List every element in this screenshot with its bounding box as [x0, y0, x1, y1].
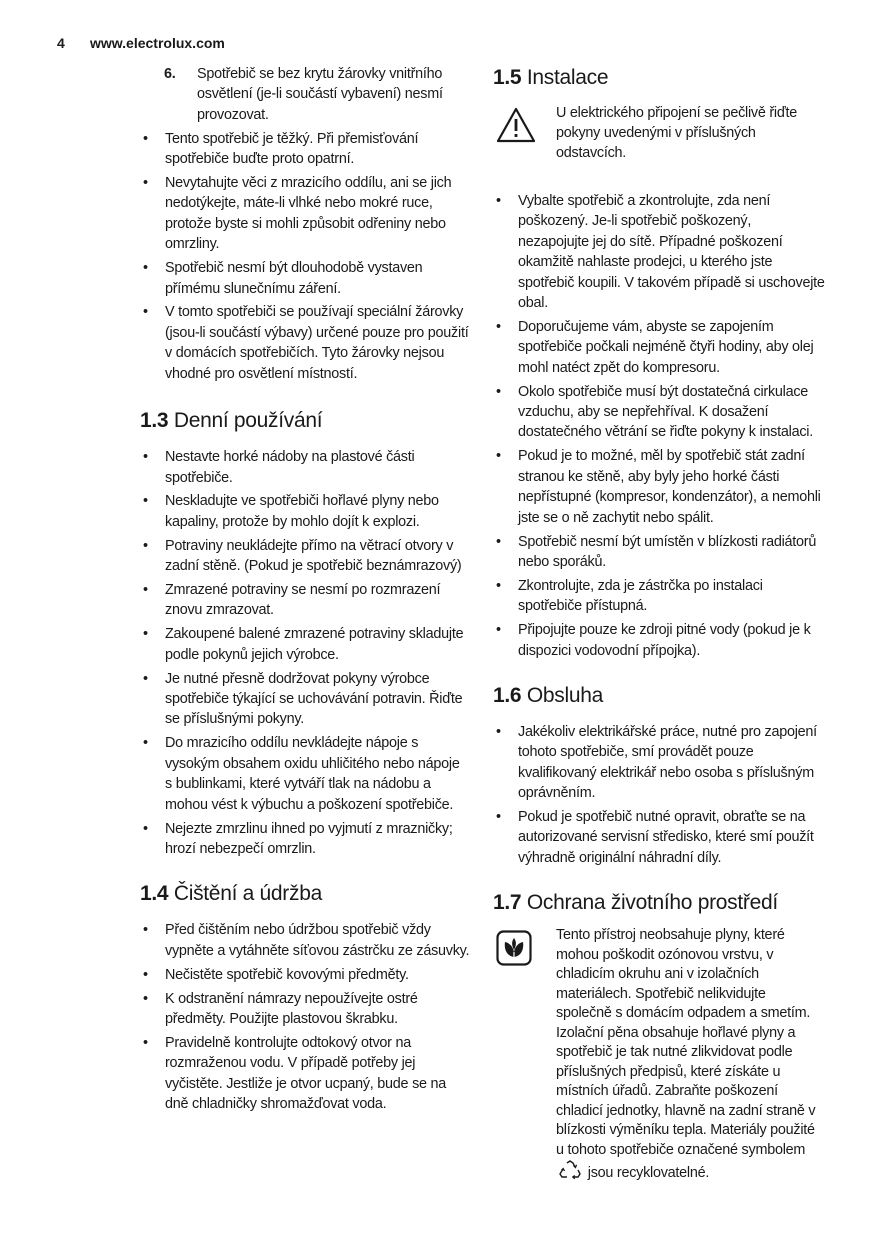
bullet-list: [140, 129, 470, 384]
list-item: [140, 580, 470, 621]
section-number: 1.4: [140, 882, 169, 906]
list-item-text: Jakékoliv elektrikářské práce, nutné pro zapojení tohoto spotřebiče, smí provádět pouze kvalifikovaný elektrikář nebo osoba s příslušným oprávněním.: [518, 723, 817, 802]
list-item: [493, 446, 825, 528]
list-item: [140, 258, 470, 299]
list-item: [140, 920, 470, 961]
warning-icon: [496, 107, 536, 148]
page-number: 4: [57, 35, 65, 51]
bullet-icon: •: [143, 304, 148, 321]
list-item: [493, 620, 825, 661]
list-item: [140, 536, 470, 577]
list-item-text: Do mrazicího oddílu nevkládejte nápoje s vysokým obsahem oxidu uhličitého nebo nápoje s bublinkami, které vytváří tlak na nádobu a mohou vést k výbuchu a poškození spotřebiče.: [165, 735, 460, 813]
list-item-text: V tomto spotřebiči se používají speciální žárovky (jsou-li součástí výbavy) určené pouze pro použití v domácích spotřebičích. Tyto žárovky nejsou vhodné pro osvětlení místností.: [165, 304, 469, 382]
section-heading-1-4: [140, 880, 470, 908]
list-item-text: Neskladujte ve spotřebiči hořlavé plyny nebo kapaliny, protože by mohlo dojít k explozi.: [165, 493, 439, 530]
list-item-text: Pravidelně kontrolujte odtokový otvor na rozmraženou vodu. V případě potřeby jej vyčistěte. Jestliže je otvor ucpaný, bude se na dně chladničky shromažďovat voda.: [165, 1034, 447, 1113]
bullet-icon: •: [496, 622, 501, 639]
bullet-list: [140, 447, 470, 859]
environment-text-main: Tento přístroj neobsahuje plyny, které mohou poškodit ozónovou vrstvu, v chladicím okruhu ani v izolačních materiálech. Spotřebič nelikvidujte společně s domácím odpadem a smetím. Izolační pěna obsahuje hořlavé plyny a spotřebič je tak nutné zlikvidovat podle příslušných předpisů, které získáte u místních úřadů. Zabraňte poškození chladicí jednotky, hlavně na zadní straně v blízkosti výměníku tepla. Materiály použité u tohoto spotřebiče označené symbolem: [556, 927, 816, 1158]
bullet-icon: •: [143, 130, 148, 147]
list-item: [140, 302, 470, 384]
list-item-text: Tento spotřebič je těžký. Při přemisťování spotřebiče buďte proto opatrní.: [165, 130, 419, 168]
section-title: Čištění a údržba: [173, 882, 322, 906]
list-item: [140, 733, 470, 815]
warning-box: [493, 103, 825, 181]
bullet-list: [140, 920, 470, 1114]
bullet-list: [493, 722, 825, 868]
list-item-text: Nestavte horké nádoby na plastové části spotřebiče.: [165, 449, 415, 486]
section-number: 1.7: [493, 891, 522, 915]
list-item-text: Nejezte zmrzlinu ihned po vyjmutí z mrazničky; hrozí nebezpečí omrzlin.: [165, 820, 453, 857]
bullet-icon: •: [143, 449, 148, 466]
section-number: 1.5: [493, 66, 522, 89]
environment-text-end: jsou recyklovatelné.: [587, 1165, 710, 1182]
list-item: [140, 491, 470, 532]
item-text: Spotřebič se bez krytu žárovky vnitřního osvětlení (je-li součástí vybavení) nesmí provozovat.: [197, 66, 443, 123]
list-item-text: Zakoupené balené zmrazené potraviny skladujte podle pokynů jejich výrobce.: [165, 626, 464, 663]
list-item-text: Pokud je spotřebič nutné opravit, obraťte se na autorizované servisní středisko, které smí použít výhradně originální náhradní díly.: [518, 809, 814, 866]
section-heading-1-3: [140, 407, 470, 435]
section-heading-1-7: [493, 889, 825, 917]
section-title: Instalace: [526, 66, 609, 89]
bullet-icon: •: [496, 533, 501, 550]
list-item: [140, 819, 470, 860]
bullet-icon: •: [143, 626, 148, 643]
bullet-icon: •: [143, 260, 148, 277]
list-item: [140, 1033, 470, 1115]
list-item: [140, 965, 470, 985]
bullet-icon: •: [496, 383, 501, 400]
list-item-text: Spotřebič nesmí být dlouhodobě vystaven přímému slunečnímu záření.: [165, 260, 423, 297]
numbered-item: [140, 64, 470, 125]
list-item-text: Před čištěním nebo údržbou spotřebič vždy vypněte a vytáhněte síťovou zástrčku ze zásuvky.: [165, 922, 470, 959]
list-item: [493, 807, 825, 868]
list-item-text: Potraviny neukládejte přímo na větrací otvory v zadní stěně. (Pokud je spotřebič beznámrazový): [165, 537, 462, 575]
bullet-icon: •: [143, 537, 148, 554]
section-number: 1.6: [493, 683, 522, 707]
bullet-icon: •: [143, 175, 148, 192]
bullet-icon: •: [496, 723, 501, 740]
list-item: [140, 173, 470, 255]
right-column: [493, 64, 825, 1187]
bullet-icon: •: [143, 493, 148, 510]
section-heading-1-5: [493, 64, 825, 92]
bullet-list: [493, 191, 825, 661]
environment-icon: [496, 930, 532, 971]
list-item: [140, 624, 470, 665]
bullet-icon: •: [496, 448, 501, 465]
bullet-icon: •: [496, 318, 501, 335]
site-url: www.electrolux.com: [90, 35, 225, 51]
bullet-icon: •: [143, 670, 148, 687]
list-item: [493, 191, 825, 313]
list-item-text: Nečistěte spotřebič kovovými předměty.: [165, 966, 409, 983]
list-item: [493, 382, 825, 443]
bullet-icon: •: [496, 193, 501, 209]
recycle-icon: [559, 1160, 581, 1187]
section-heading-1-6: [493, 682, 825, 710]
bullet-icon: •: [143, 1034, 148, 1051]
list-item-text: Doporučujeme vám, abyste se zapojením spotřebiče počkali nejméně čtyři hodiny, aby olej mohl natéct zpět do kompresoru.: [518, 318, 814, 376]
list-item: [493, 576, 825, 617]
list-item: [493, 722, 825, 804]
list-item-text: Nevytahujte věci z mrazicího oddílu, ani se jich nedotýkejte, máte-li vlhké nebo mokré ruce, protože byste si mohli způsobit odřeniny nebo omrzliny.: [165, 175, 452, 253]
list-item: [140, 669, 470, 730]
section-title: Ochrana životního prostředí: [526, 891, 778, 915]
list-item: [140, 989, 470, 1030]
list-item-text: Připojujte pouze ke zdroji pitné vody (pokud je k dispozici vodovodní přípojka).: [518, 622, 811, 659]
list-item: [493, 317, 825, 378]
section-title: Obsluha: [526, 683, 603, 707]
bullet-icon: •: [496, 809, 501, 826]
bullet-icon: •: [143, 735, 148, 752]
bullet-icon: •: [143, 966, 148, 983]
left-column: [140, 64, 470, 1118]
section-title: Denní používání: [173, 409, 323, 433]
list-item: [140, 447, 470, 488]
warning-text: U elektrického připojení se pečlivě řiďte pokyny uvedenými v příslušných odstavcích.: [556, 105, 797, 161]
bullet-icon: •: [143, 990, 148, 1007]
environment-text: [556, 926, 821, 1187]
environment-box: [493, 926, 825, 1187]
bullet-icon: •: [143, 922, 148, 939]
bullet-icon: •: [496, 577, 501, 594]
list-item-text: Zkontrolujte, zda je zástrčka po instalaci spotřebiče přístupná.: [518, 577, 763, 615]
list-item-text: Spotřebič nesmí být umístěn v blízkosti radiátorů nebo sporáků.: [518, 533, 817, 570]
list-item-text: K odstranění námrazy nepoužívejte ostré předměty. Použijte plastovou škrabku.: [165, 990, 418, 1027]
list-item-text: Zmrazené potraviny se nesmí po rozmrazení znovu zmrazovat.: [165, 582, 441, 619]
list-item-text: Je nutné přesně dodržovat pokyny výrobce spotřebiče týkající se uchovávání potravin. Řiďte se příslušnými pokyny.: [165, 670, 463, 728]
item-number: 6.: [164, 66, 176, 82]
list-item-text: Pokud je to možné, měl by spotřebič stát zadní stranou ke stěně, aby byly jeho horké části nepřístupné (kompresor, kondenzátor), a nemohli jste se o ně zachytit nebo spálit.: [518, 448, 821, 526]
bullet-icon: •: [143, 820, 148, 837]
list-item-text: Okolo spotřebiče musí být dostatečná cirkulace vzduchu, aby se nepřehříval. K dosažení dostatečného větrání se řiďte pokyny k instalaci.: [518, 383, 813, 441]
section-number: 1.3: [140, 409, 169, 433]
list-item-text: Vybalte spotřebič a zkontrolujte, zda není poškozený. Je-li spotřebič poškozený, nezapojujte jej do sítě. Případné poškození okamžitě nahlaste prodejci, u kterého jste spotřebič koupili. V takovém případě si uschovejte obal.: [518, 193, 825, 312]
list-item: [493, 532, 825, 573]
list-item: [140, 129, 470, 170]
bullet-icon: •: [143, 582, 148, 599]
